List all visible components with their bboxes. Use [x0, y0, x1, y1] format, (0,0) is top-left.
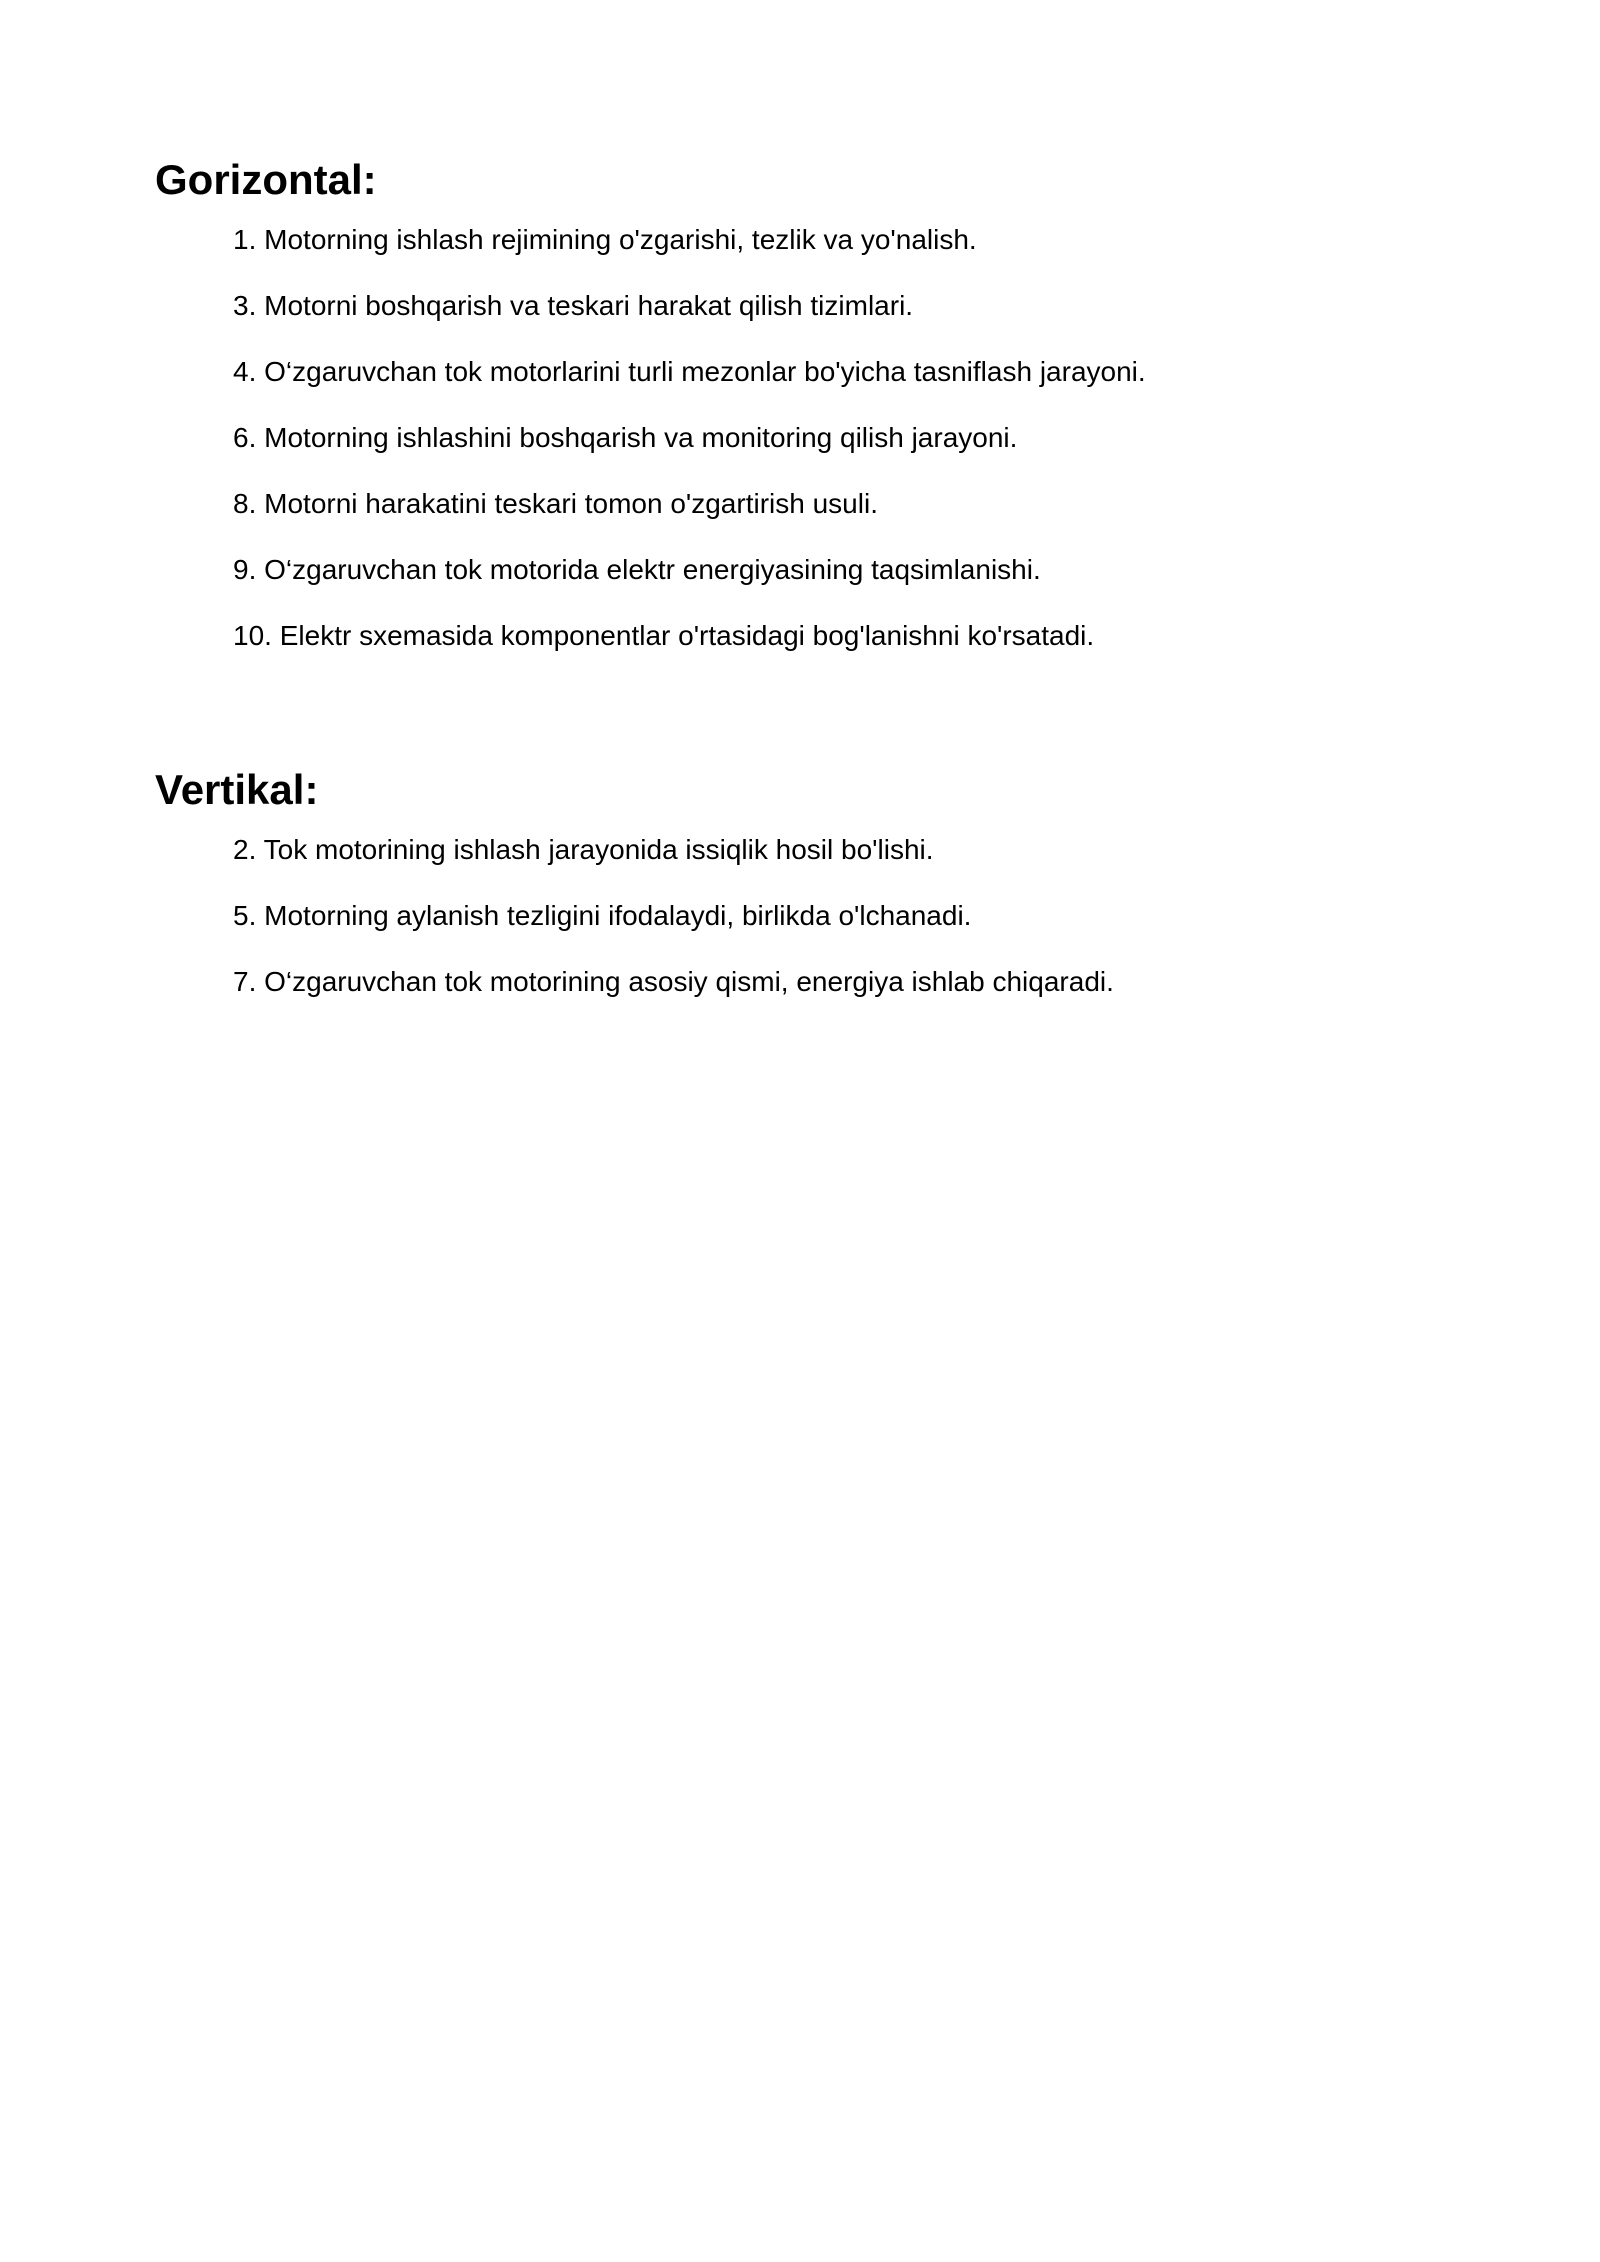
clue-item: [233, 354, 1455, 390]
clue-text: Motorning ishlash rejimining o'zgarishi, tezlik va yo'nalish.: [264, 224, 977, 255]
clue-item: [233, 288, 1455, 324]
clue-item: [233, 964, 1455, 1000]
vertical-clues-section: [155, 760, 1455, 1030]
clue-item: [233, 222, 1455, 258]
clue-number: 4 .: [233, 356, 264, 387]
clue-number: 3 .: [233, 290, 264, 321]
clue-item: [233, 552, 1455, 588]
clue-item: [233, 486, 1455, 522]
clue-item: [233, 420, 1455, 456]
clue-number: 10 .: [233, 620, 280, 651]
clue-text: Motorning aylanish tezligini ifodalaydi, birlikda o'lchanadi.: [264, 900, 972, 931]
horizontal-heading: Gorizontal:: [155, 156, 377, 203]
clue-item: [233, 618, 1455, 654]
clue-number: 6 .: [233, 422, 264, 453]
clue-item: [233, 898, 1455, 934]
clue-text: O‘zgaruvchan tok motorlarini turli mezonlar bo'yicha tasniflash jarayoni.: [264, 356, 1146, 387]
clue-number: 2 .: [233, 834, 264, 865]
clue-text: Tok motorining ishlash jarayonida issiqlik hosil bo'lishi.: [263, 834, 934, 865]
clue-item: [233, 832, 1455, 868]
clue-text: Elektr sxemasida komponentlar o'rtasidagi bog'lanishni ko'rsatadi.: [279, 620, 1095, 651]
clue-text: Motorning ishlashini boshqarish va monitoring qilish jarayoni.: [264, 422, 1018, 453]
clue-text: Motorni harakatini teskari tomon o'zgartirish usuli.: [264, 488, 878, 519]
vertical-clue-list: [155, 832, 1455, 1000]
clue-text: O‘zgaruvchan tok motorining asosiy qismi, energiya ishlab chiqaradi.: [264, 966, 1114, 997]
horizontal-clues-section: [155, 150, 1455, 684]
clue-text: Motorni boshqarish va teskari harakat qilish tizimlari.: [264, 290, 914, 321]
clue-number: 8 .: [233, 488, 264, 519]
clue-text: O‘zgaruvchan tok motorida elektr energiyasining taqsimlanishi.: [264, 554, 1041, 585]
clue-number: 1 .: [233, 224, 264, 255]
vertical-heading: Vertikal:: [155, 766, 319, 813]
clue-number: 5 .: [233, 900, 264, 931]
clue-number: 7 .: [233, 966, 264, 997]
horizontal-clue-list: [155, 222, 1455, 654]
clue-number: 9 .: [233, 554, 264, 585]
